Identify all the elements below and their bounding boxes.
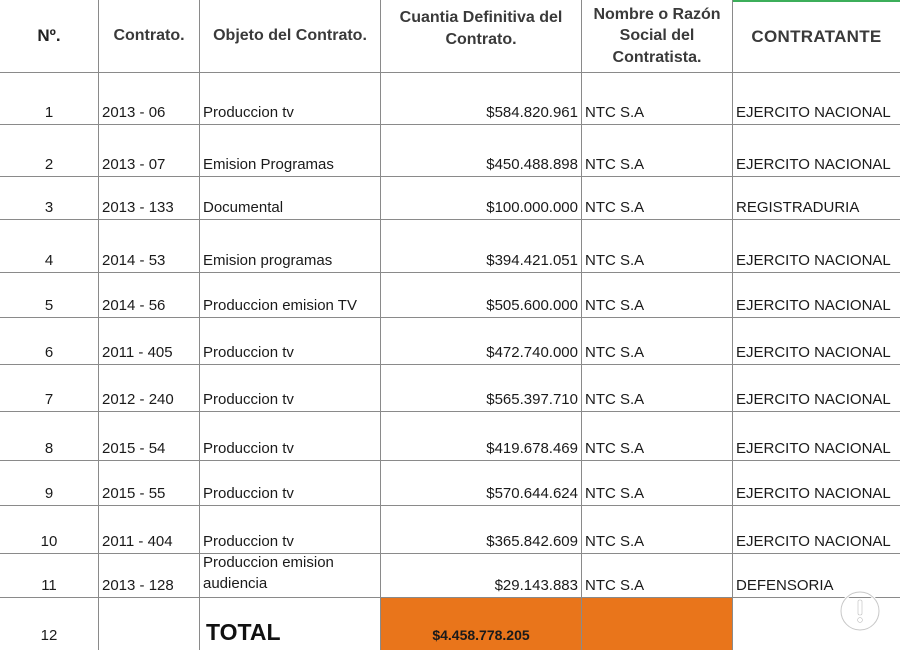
cell-nombre[interactable]: NTC S.A bbox=[582, 177, 733, 220]
cell-cuantia[interactable]: $472.740.000 bbox=[381, 318, 582, 365]
cell-nombre[interactable]: NTC S.A bbox=[582, 220, 733, 273]
cell-cuantia[interactable]: $100.000.000 bbox=[381, 177, 582, 220]
total-label[interactable]: TOTAL bbox=[200, 598, 381, 647]
header-no[interactable]: Nº. bbox=[0, 0, 99, 73]
header-nombre[interactable]: Nombre o Razón Social del Contratista. bbox=[582, 0, 733, 73]
cell-contrato[interactable]: 2013 - 07 bbox=[99, 125, 200, 177]
cell-no[interactable]: 7 bbox=[0, 365, 99, 412]
total-value[interactable]: $4.458.778.205 bbox=[381, 598, 582, 647]
cell-no[interactable]: 2 bbox=[0, 125, 99, 177]
cell-contrato[interactable]: 2011 - 404 bbox=[99, 506, 200, 554]
cell-no[interactable]: 9 bbox=[0, 461, 99, 506]
cell-contratante[interactable]: EJERCITO NACIONAL bbox=[733, 461, 900, 506]
header-contrato[interactable]: Contrato. bbox=[99, 0, 200, 73]
cell-cuantia[interactable]: $565.397.710 bbox=[381, 365, 582, 412]
cell-cuantia[interactable]: $450.488.898 bbox=[381, 125, 582, 177]
cell-contratante[interactable]: EJERCITO NACIONAL bbox=[733, 365, 900, 412]
cell-nombre[interactable]: NTC S.A bbox=[582, 125, 733, 177]
cell-contrato[interactable]: 2014 - 56 bbox=[99, 273, 200, 318]
cell-objeto[interactable]: Produccion tv bbox=[200, 365, 381, 412]
cell-no[interactable]: 3 bbox=[0, 177, 99, 220]
cell-no[interactable]: 8 bbox=[0, 412, 99, 461]
cell-nombre[interactable]: NTC S.A bbox=[582, 73, 733, 125]
cell-no[interactable]: 11 bbox=[0, 554, 99, 598]
cell-nombre-empty[interactable] bbox=[582, 598, 733, 647]
cell-objeto[interactable]: Produccion tv bbox=[200, 73, 381, 125]
cell-objeto[interactable]: Produccion emision TV bbox=[200, 273, 381, 318]
cell-contratante[interactable]: EJERCITO NACIONAL bbox=[733, 125, 900, 177]
cell-contratante[interactable]: EJERCITO NACIONAL bbox=[733, 73, 900, 125]
cell-contrato[interactable]: 2013 - 133 bbox=[99, 177, 200, 220]
cell-cuantia[interactable]: $365.842.609 bbox=[381, 506, 582, 554]
cell-contrato[interactable]: 2014 - 53 bbox=[99, 220, 200, 273]
cell-contrato-empty[interactable] bbox=[99, 598, 200, 647]
cell-objeto[interactable]: Documental bbox=[200, 177, 381, 220]
cell-contrato[interactable]: 2013 - 06 bbox=[99, 73, 200, 125]
cell-contratante[interactable]: EJERCITO NACIONAL bbox=[733, 412, 900, 461]
cell-cuantia[interactable]: $419.678.469 bbox=[381, 412, 582, 461]
cell-objeto[interactable]: Produccion tv bbox=[200, 318, 381, 365]
cell-nombre[interactable]: NTC S.A bbox=[582, 365, 733, 412]
cell-contratante[interactable]: EJERCITO NACIONAL bbox=[733, 273, 900, 318]
cell-contrato[interactable]: 2011 - 405 bbox=[99, 318, 200, 365]
cell-contrato[interactable]: 2013 - 128 bbox=[99, 554, 200, 598]
cell-objeto[interactable]: Produccion tv bbox=[200, 412, 381, 461]
cell-no[interactable]: 10 bbox=[0, 506, 99, 554]
cell-cuantia[interactable]: $394.421.051 bbox=[381, 220, 582, 273]
cell-objeto[interactable]: Produccion tv bbox=[200, 506, 381, 554]
cell-nombre[interactable]: NTC S.A bbox=[582, 318, 733, 365]
cell-objeto[interactable] bbox=[200, 554, 381, 598]
cell-no[interactable]: 6 bbox=[0, 318, 99, 365]
cell-contratante[interactable]: DEFENSORIA bbox=[733, 554, 900, 598]
cell-cuantia[interactable]: $584.820.961 bbox=[381, 73, 582, 125]
cell-no[interactable]: 1 bbox=[0, 73, 99, 125]
cell-cuantia[interactable]: $570.644.624 bbox=[381, 461, 582, 506]
cell-nombre[interactable]: NTC S.A bbox=[582, 461, 733, 506]
cell-contratante[interactable]: EJERCITO NACIONAL bbox=[733, 318, 900, 365]
cell-no[interactable]: 4 bbox=[0, 220, 99, 273]
header-objeto[interactable]: Objeto del Contrato. bbox=[200, 0, 381, 73]
cell-nombre[interactable]: NTC S.A bbox=[582, 273, 733, 318]
cell-contratante[interactable]: EJERCITO NACIONAL bbox=[733, 506, 900, 554]
cell-contrato[interactable]: 2012 - 240 bbox=[99, 365, 200, 412]
cell-objeto[interactable]: Emision programas bbox=[200, 220, 381, 273]
info-circle-icon bbox=[838, 589, 882, 633]
header-cuantia[interactable]: Cuantia Definitiva del Contrato. bbox=[381, 0, 582, 73]
cell-nombre[interactable]: NTC S.A bbox=[582, 412, 733, 461]
cell-contratante[interactable]: EJERCITO NACIONAL bbox=[733, 220, 900, 273]
cell-contrato[interactable]: 2015 - 54 bbox=[99, 412, 200, 461]
cell-objeto[interactable]: Emision Programas bbox=[200, 125, 381, 177]
header-contratante[interactable]: CONTRATANTE bbox=[733, 0, 900, 73]
cell-nombre[interactable]: NTC S.A bbox=[582, 554, 733, 598]
cell-cuantia[interactable]: $505.600.000 bbox=[381, 273, 582, 318]
cell-objeto-line2: audiencia bbox=[203, 575, 268, 593]
cell-contratante[interactable]: REGISTRADURIA bbox=[733, 177, 900, 220]
cell-no[interactable]: 12 bbox=[0, 598, 99, 647]
cell-no[interactable]: 5 bbox=[0, 273, 99, 318]
cell-objeto-line1: Produccion emision bbox=[203, 554, 334, 571]
cell-cuantia[interactable]: $29.143.883 bbox=[381, 554, 582, 598]
cell-nombre[interactable]: NTC S.A bbox=[582, 506, 733, 554]
cell-objeto[interactable]: Produccion tv bbox=[200, 461, 381, 506]
cell-contrato[interactable]: 2015 - 55 bbox=[99, 461, 200, 506]
